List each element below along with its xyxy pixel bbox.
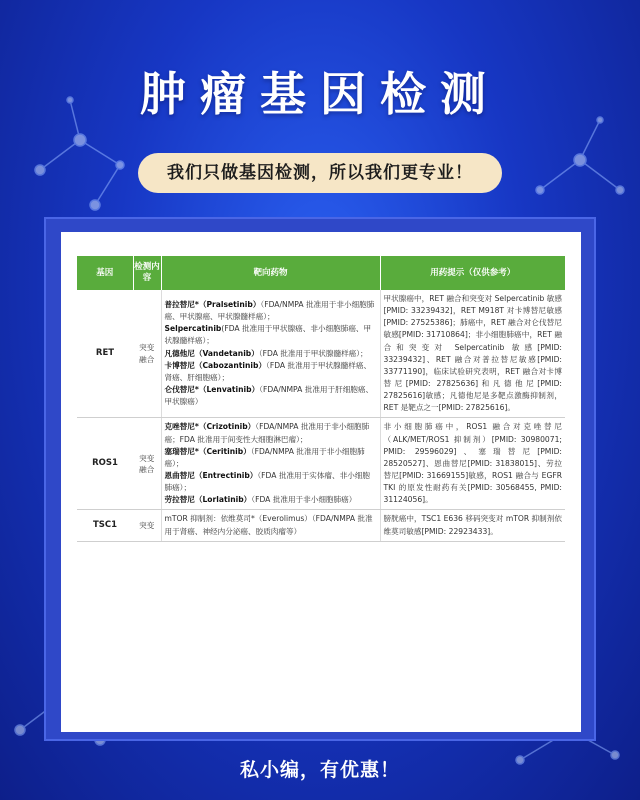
drug-list: [161, 510, 380, 541]
drug-desc: （FDA 批准用于实体瘤、非小细胞肺癌）；: [164, 470, 370, 493]
drug-name: 凡德他尼（Vandetanib）: [164, 348, 259, 358]
drug-desc: （FDA 批准用于甲状腺髓样癌）；: [258, 348, 368, 358]
column-header-gene: 基因: [77, 256, 133, 290]
drug-item: [165, 384, 377, 408]
drug-desc: (FDA 批准用于甲状腺癌、非小细胞肺癌、甲状腺髓样癌）；: [164, 324, 372, 346]
drug-desc: （FDA/NMPA 批准用于非小细胞肺癌；FDA 批准用于间变性大细胞淋巴瘤）；: [164, 422, 370, 444]
medication-tips: 甲状腺癌中，RET 融合和突变对 Selpercatinib 敏感[PMID: 33239432]，RET M918T 对卡博替尼敏感[PMID: 27525386]；肺癌中，RET 融合对仑伐替尼敏感[PMID: 31710864]；非小细胞肺癌中，RET 融合和突变对 Selpercatinib 敏感[PMID: 33239432]、RET 融合对普拉替尼敏感[PMID: 33771190]，临床试验研究表明，RET 融合对卡博替尼[PMID: 27825636]和凡德他尼[PMID: 27825616]敏感；凡德他尼是多靶点激酶抑制剂，RET 是靶点之一[PMID: 27825616]。: [380, 290, 565, 418]
drug-name: 劳拉替尼（Lorlatinib）: [164, 495, 252, 505]
drug-desc: （FDA/NMPA 批准用于非小细胞肺癌）；: [164, 446, 365, 468]
drug-item: [165, 360, 377, 384]
table-header-row: [77, 256, 565, 290]
gene-table-card: [61, 232, 581, 732]
drug-name: 普拉替尼*（Pralsetinib）: [164, 300, 261, 310]
gene-name: RET: [77, 290, 133, 418]
drug-desc: （FDA/NMPA 批准用于非小细胞肺癌、甲状腺癌、甲状腺髓样癌）；: [164, 300, 375, 322]
table-row: [77, 418, 565, 510]
column-header-type: 检测内容: [133, 256, 161, 290]
drug-item: [165, 446, 377, 470]
drug-desc: （FDA 批准用于甲状腺髓样癌、肾癌、肝细胞癌）；: [164, 360, 372, 382]
drug-item: [165, 348, 377, 360]
drug-desc: （FDA 批准用于非小细胞肺癌）: [251, 495, 357, 505]
promo-cta: 私小编，有优惠！: [239, 759, 400, 781]
drug-name: 塞瑞替尼*（Ceritinib）: [164, 446, 251, 456]
medication-tips: 膀胱癌中，TSC1 E636 移码突变对 mTOR 抑制剂依维莫司敏感[PMID: 22923433]。: [380, 510, 565, 541]
gene-name: ROS1: [77, 418, 133, 510]
drug-item: [165, 494, 377, 506]
test-type: 突变: [133, 510, 161, 541]
drug-list: [161, 290, 380, 418]
table-row: [77, 290, 565, 418]
drug-name: 克唑替尼*（Crizotinib）: [164, 422, 256, 432]
drug-item: [165, 513, 377, 537]
test-type: 突变融合: [133, 290, 161, 418]
drug-name: 恩曲替尼（Entrectinib）: [164, 470, 258, 480]
drug-desc: mTOR 抑制剂：依维莫司*（Everolimus）（FDA/NMPA 批准用于肾癌、神经内分泌癌、胶质肉瘤等）: [164, 514, 373, 536]
test-type: 突变融合: [133, 418, 161, 510]
drug-item: [165, 470, 377, 494]
drug-desc: （FDA/NMPA 批准用于肝细胞癌、甲状腺癌）: [164, 385, 374, 407]
gene-name: TSC1: [77, 510, 133, 541]
gene-table: [77, 256, 565, 542]
page-title: 肿瘤基因检测: [140, 67, 500, 121]
drug-list: [161, 418, 380, 510]
subtitle-banner: 我们只做基因检测，所以我们更专业！: [138, 153, 502, 193]
column-header-tips: 用药提示（仅供参考）: [380, 256, 565, 290]
column-header-drugs: 靶向药物: [161, 256, 380, 290]
drug-name: 仑伐替尼*（Lenvatinib）: [164, 385, 260, 395]
drug-name: 卡博替尼（Cabozantinib）: [164, 360, 267, 370]
drug-item: [165, 323, 377, 347]
drug-name: Selpercatinib: [164, 324, 222, 334]
drug-item: [165, 299, 377, 323]
medication-tips: 非小细胞肺癌中，ROS1 融合对克唑替尼（ALK/MET/ROS1 抑制剂）[PMID: 30980071; PMID: 29596029]、塞瑞替尼[PMID: 28520527]、恩曲替尼[PMID: 31838015]、劳拉替尼[PMID: 31669155]敏感，ROS1 融合与 EGFR TKI 的原发性耐药有关[PMID: 30568455, PMID: 31124056]。: [380, 418, 565, 510]
drug-item: [165, 421, 377, 445]
table-row: [77, 510, 565, 541]
